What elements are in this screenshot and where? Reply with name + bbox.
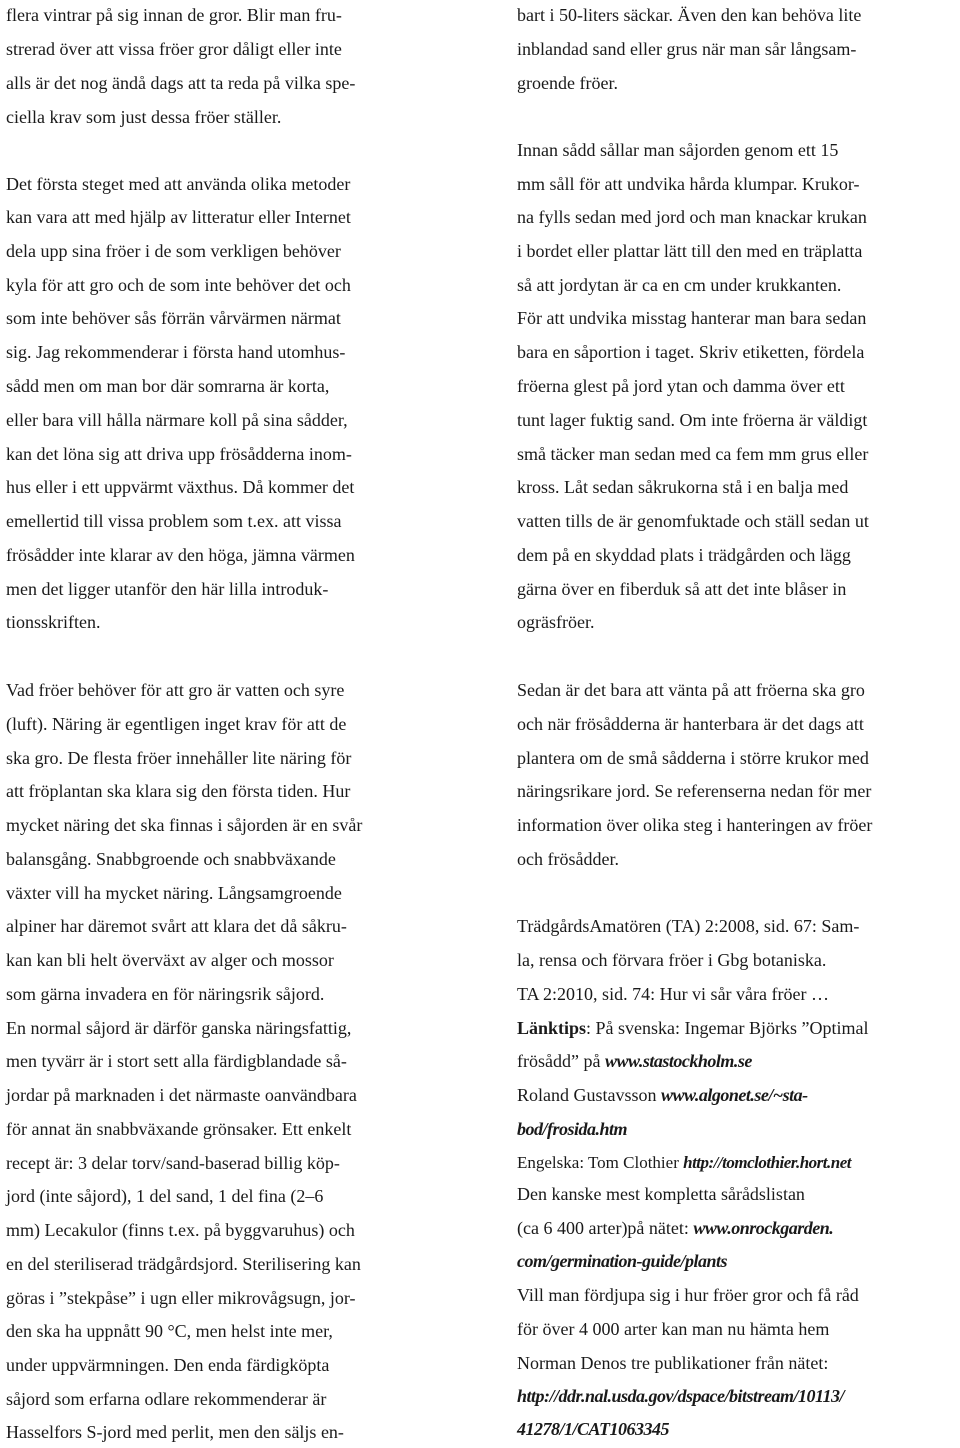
text-line: i bordet eller plattar lätt till den med en träplatta [517, 241, 863, 261]
reference-line [517, 1250, 727, 1272]
stastockholm-link[interactable]: www.stastockholm.se [604, 1051, 752, 1071]
reference-text: (ca 6 400 arter)på nätet: [517, 1218, 694, 1238]
text-line: Vad fröer behöver för att gro är vatten och syre [6, 680, 345, 700]
text-line: och frösådder. [517, 849, 619, 869]
text-line: som gärna invadera en för näringsrik såjord. [6, 984, 325, 1004]
text-line: så att jordytan är ca en cm under krukkanten. [517, 275, 842, 295]
reference-text: frösådd” på [517, 1051, 605, 1071]
text-line: groende fröer. [517, 73, 618, 93]
text-line: att fröplantan ska klara sig den första tiden. Hur [6, 781, 351, 801]
reference-line [517, 1118, 627, 1140]
text-line: strerad över att vissa fröer gror dåligt eller inte [6, 39, 342, 59]
text-line: mm) Lecakulor (finns t.ex. på byggvaruhus) och [6, 1220, 355, 1240]
text-line: vatten tills de är genomfuktade och ställ sedan ut [517, 511, 869, 531]
text-line: göras i ”stekpåse” i ugn eller mikrovågsugn, jor- [6, 1288, 356, 1308]
usda-link[interactable]: http://ddr.nal.usda.gov/dspace/bitstream/10113/ [517, 1386, 845, 1406]
tomclothier-link[interactable]: http://tomclothier.hort.net [683, 1153, 851, 1172]
usda-link-continued[interactable]: 41278/1/CAT1063345 [517, 1419, 670, 1439]
text-line: flera vintrar på sig innan de gror. Blir man fru- [6, 5, 342, 25]
text-line: växter vill ha mycket näring. Långsamgroende [6, 883, 342, 903]
reference-line [517, 1152, 851, 1174]
text-line: bart i 50-liters säckar. Även den kan behöva lite [517, 5, 862, 25]
text-line: jordar på marknaden i det närmaste oanvändbara [6, 1085, 357, 1105]
text-line: och när frösådderna är hanterbara är det dags att [517, 714, 864, 734]
text-line: sådd men om man bor där somrarna är korta, [6, 376, 330, 396]
text-line: hus eller i ett uppvärmt växthus. Då kommer det [6, 477, 355, 497]
reference-line [517, 1084, 808, 1106]
text-line: plantera om de små sådderna i större krukor med [517, 748, 869, 768]
text-line: frösådder inte klarar av den höga, jämna värmen [6, 545, 355, 565]
text-line: kan det löna sig att driva upp frösådderna inom- [6, 444, 352, 464]
text-line: för annat än snabbväxande grönsaker. Ett enkelt [6, 1119, 352, 1139]
algonet-link[interactable]: www.algonet.se/~sta- [661, 1085, 808, 1105]
text-line: alpiner har däremot svårt att klara det då såkru- [6, 916, 347, 936]
text-line: balansgång. Snabbgroende och snabbväxande [6, 849, 336, 869]
text-line: jord (inte såjord), 1 del sand, 1 del fina (2–6 [6, 1186, 324, 1206]
text-line: små täcker man sedan med ca fem mm grus eller [517, 444, 869, 464]
reference-line: Norman Denos tre publikationer från nätet: [517, 1353, 829, 1373]
text-line: recept är: 3 delar torv/sand-baserad billig köp- [6, 1153, 340, 1173]
text-line: dela upp sina fröer i de som verkligen behöver [6, 241, 341, 261]
text-line: tunt lager fuktig sand. Om inte fröerna är väldigt [517, 410, 868, 430]
text-line: emellertid till vissa problem som t.ex. att vissa [6, 511, 342, 531]
text-line: under uppvärmningen. Den enda färdigköpta [6, 1355, 330, 1375]
reference-text: : På svenska: Ingemar Björks ”Optimal [586, 1018, 869, 1038]
text-line: alls är det nog ändå dags att ta reda på vilka spe- [6, 73, 356, 93]
algonet-link-continued[interactable]: bod/frosida.htm [517, 1119, 628, 1139]
text-line: ciella krav som just dessa fröer ställer. [6, 107, 282, 127]
reference-line: Vill man fördjupa sig i hur fröer gror och få råd [517, 1285, 859, 1305]
onrockgarden-link-continued[interactable]: com/germination-guide/plants [517, 1251, 728, 1271]
text-line: information över olika steg i hanteringen av fröer [517, 815, 873, 835]
text-line: som inte behöver sås förrän vårvärmen närmat [6, 308, 341, 328]
text-line: Sedan är det bara att vänta på att fröerna ska gro [517, 680, 865, 700]
text-line: men tyvärr är i stort sett alla färdigblandade så- [6, 1051, 347, 1071]
reference-line [517, 1418, 669, 1440]
text-line: en del steriliserad trädgårdsjord. Sterilisering kan [6, 1254, 361, 1274]
link-tips-label: Länktips [517, 1018, 587, 1038]
text-line: mycket näring det ska finnas i såjorden är en svår [6, 815, 363, 835]
text-line: För att undvika misstag hanterar man bara sedan [517, 308, 867, 328]
text-line: ska gro. De flesta fröer innehåller lite näring för [6, 748, 352, 768]
text-line: kross. Låt sedan såkrukorna stå i en balja med [517, 477, 849, 497]
text-line: bara en såportion i taget. Skriv etiketten, fördela [517, 342, 865, 362]
text-line: (luft). Näring är egentligen inget krav för att de [6, 714, 347, 734]
reference-line [517, 1050, 752, 1072]
text-line: Hasselfors S-jord med perlit, men den säljs en- [6, 1422, 344, 1442]
text-line: mm såll för att undvika hårda klumpar. Krukor- [517, 174, 860, 194]
text-line: eller bara vill hålla närmare koll på sina sådder, [6, 410, 348, 430]
text-line: kan vara att med hjälp av litteratur eller Internet [6, 207, 351, 227]
reference-line [517, 1017, 869, 1039]
text-line: dem på en skyddad plats i trädgården och lägg [517, 545, 851, 565]
reference-line [517, 1385, 844, 1407]
text-line: men det ligger utanför den här lilla introduk- [6, 579, 329, 599]
text-line: fröerna glest på jord ytan och damma över ett [517, 376, 845, 396]
text-line: ogräsfröer. [517, 612, 595, 632]
text-line: Det första steget med att använda olika metoder [6, 174, 351, 194]
text-line: näringsrikare jord. Se referenserna nedan för mer [517, 781, 872, 801]
reference-line: Den kanske mest kompletta sårådslistan [517, 1184, 805, 1204]
text-line: na fylls sedan med jord och man knackar krukan [517, 207, 867, 227]
text-line: den ska ha uppnått 90 °C, men helst inte mer, [6, 1321, 333, 1341]
text-line: En normal såjord är därför ganska näringsfattig, [6, 1018, 352, 1038]
text-line: kan kan bli helt överväxt av alger och mossor [6, 950, 334, 970]
text-line: kyla för att gro och de som inte behöver det och [6, 275, 351, 295]
reference-line: TrädgårdsAmatören (TA) 2:2008, sid. 67: Sam- [517, 916, 860, 936]
text-line: tionsskriften. [6, 612, 101, 632]
text-line: såjord som erfarna odlare rekommenderar är [6, 1389, 327, 1409]
reference-text: Roland Gustavsson [517, 1085, 661, 1105]
reference-line: för över 4 000 arter kan man nu hämta hem [517, 1319, 830, 1339]
text-line: sig. Jag rekommenderar i första hand utomhus- [6, 342, 346, 362]
reference-line: TA 2:2010, sid. 74: Hur vi sår våra fröer … [517, 984, 829, 1004]
onrockgarden-link[interactable]: www.onrockgarden. [693, 1218, 834, 1238]
text-line: gärna över en fiberduk så att det inte blåser in [517, 579, 847, 599]
reference-line [517, 1217, 833, 1239]
reference-text: Engelska: Tom Clothier [517, 1153, 684, 1172]
reference-line: la, rensa och förvara fröer i Gbg botaniska. [517, 950, 827, 970]
text-line: Innan sådd sållar man såjorden genom ett 15 [517, 140, 839, 160]
text-line: inblandad sand eller grus när man sår långsam- [517, 39, 857, 59]
